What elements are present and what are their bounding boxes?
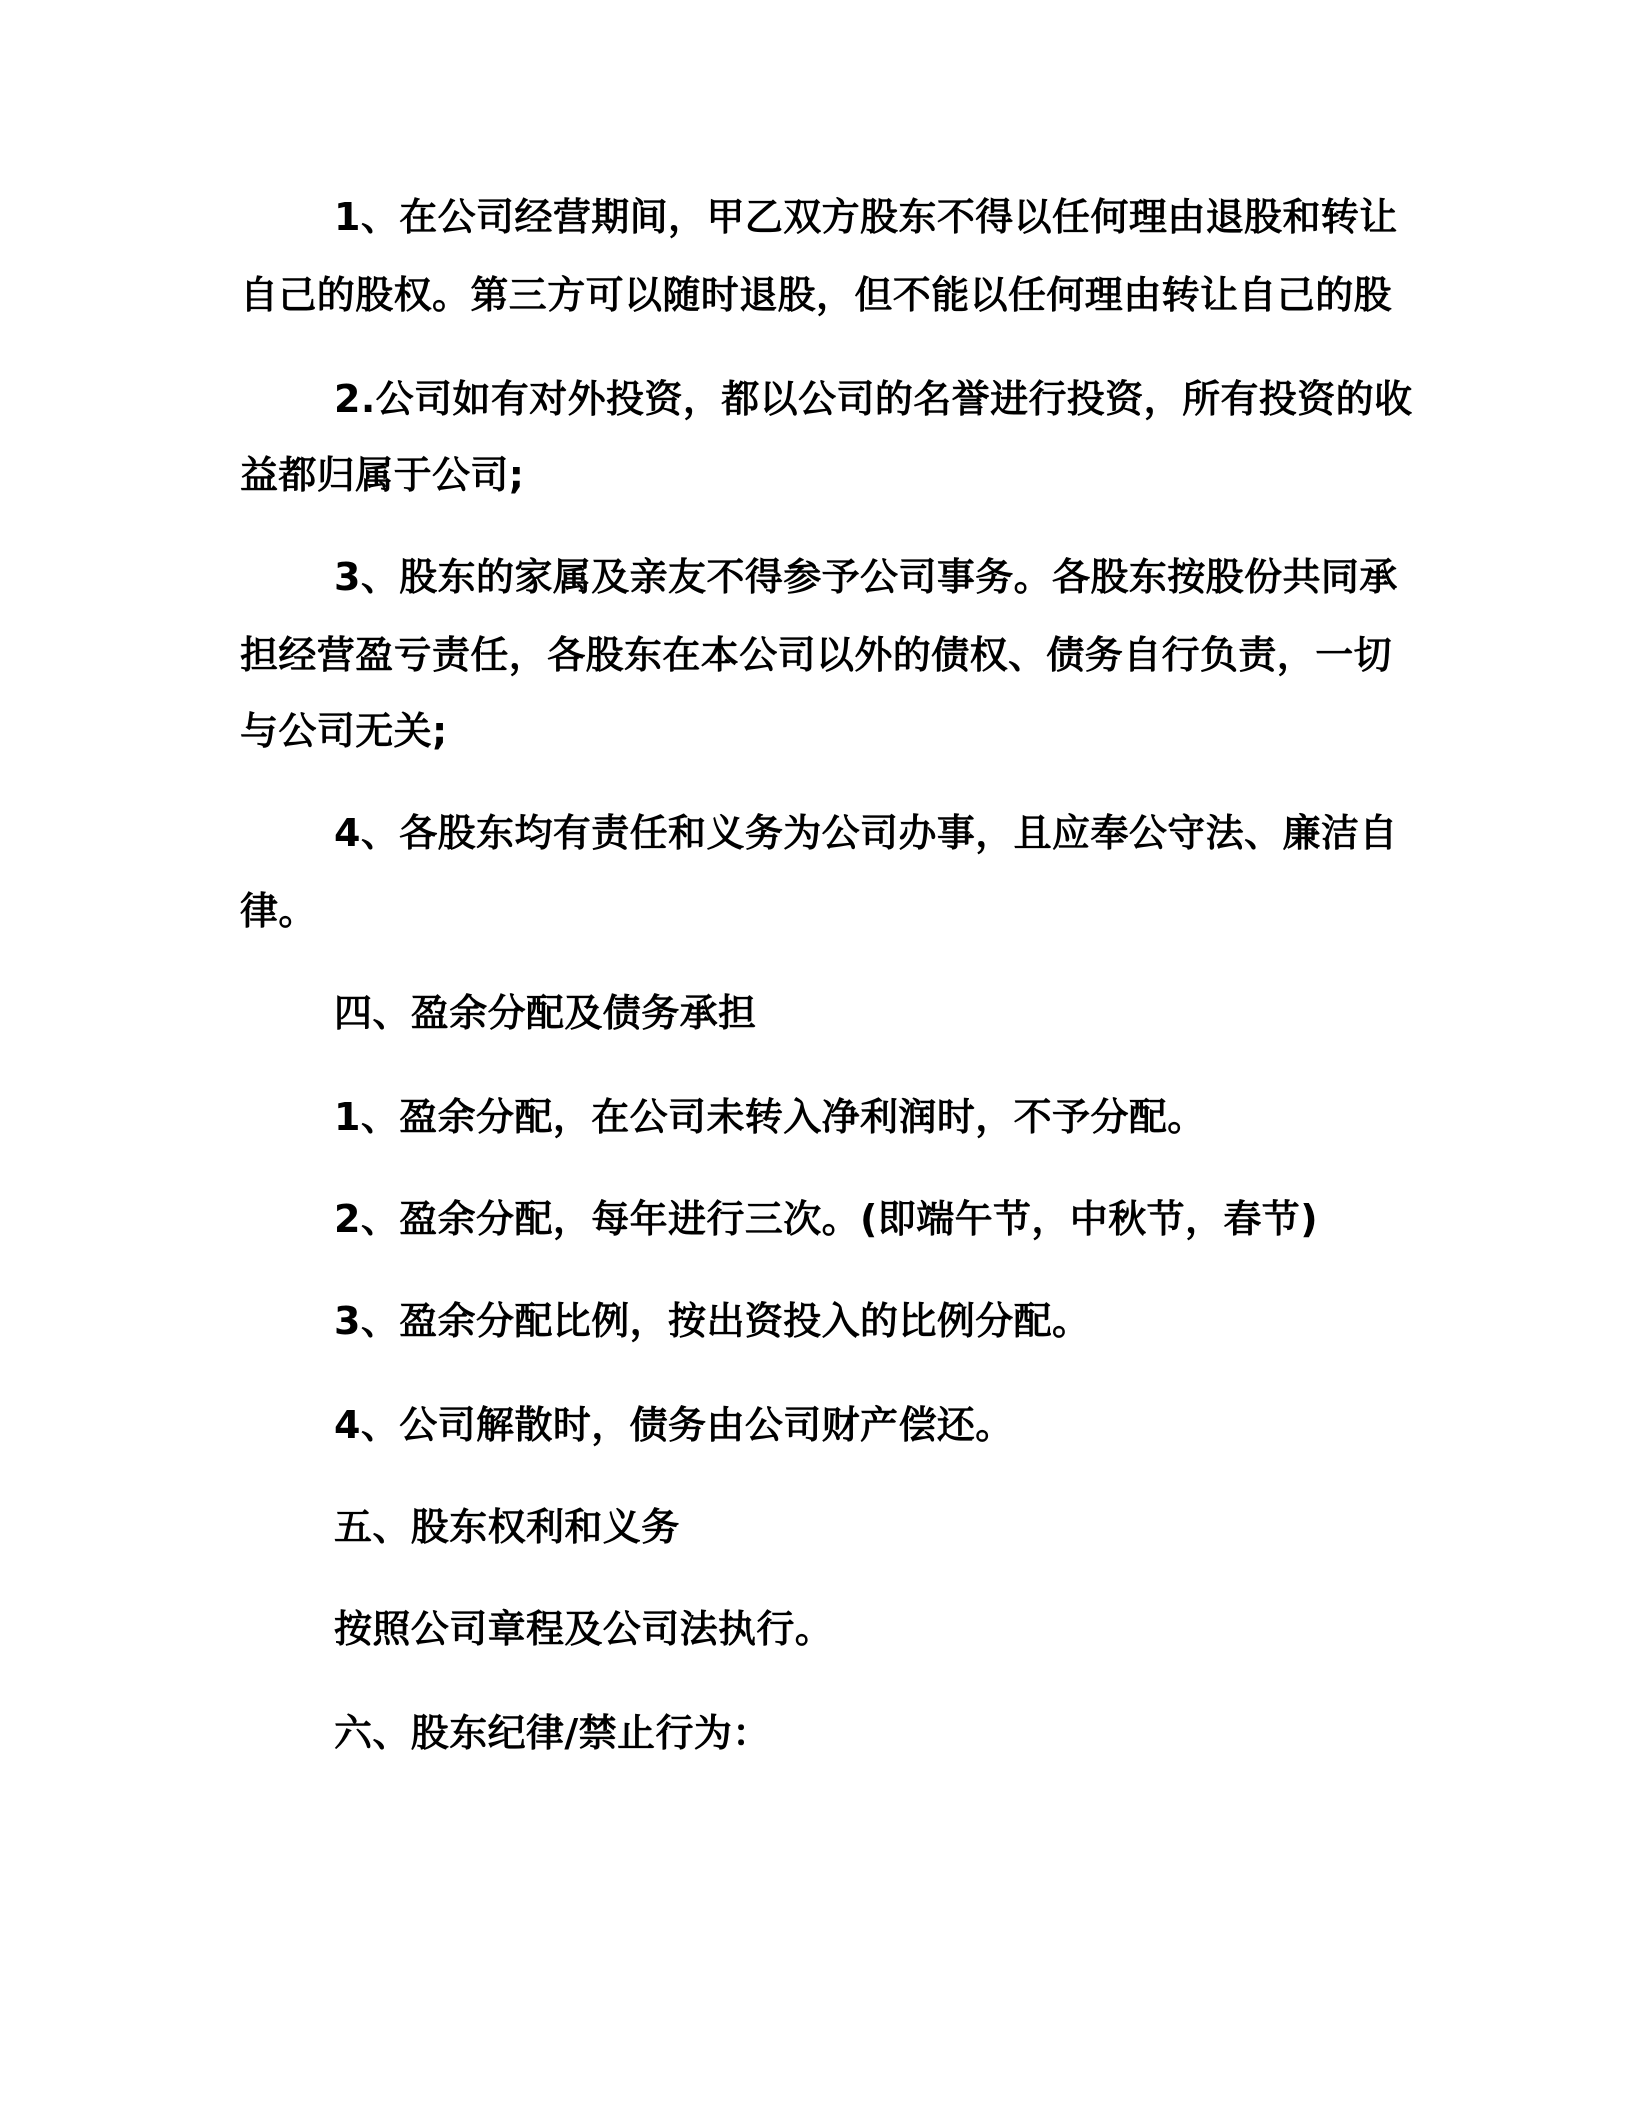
paragraph-line: 自己的股权。第三方可以随时退股，但不能以任何理由转让自己的股 [240, 273, 1393, 317]
list-item: 3、盈余分配比例，按出资投入的比例分配。 [334, 1299, 1091, 1343]
paragraph-line: 与公司无关; [240, 709, 448, 753]
paragraph-line: 1、在公司经营期间，甲乙双方股东不得以任何理由退股和转让 [334, 195, 1398, 239]
paragraph-line: 律。 [240, 889, 317, 933]
list-item: 2、盈余分配，每年进行三次。(即端午节，中秋节，春节) [334, 1197, 1318, 1241]
paragraph-line: 3、股东的家属及亲友不得参予公司事务。各股东按股份共同承 [334, 555, 1398, 599]
section-heading: 五、股东权利和义务 [334, 1505, 680, 1549]
list-item: 1、盈余分配，在公司未转入净利润时，不予分配。 [334, 1095, 1206, 1139]
paragraph-line: 按照公司章程及公司法执行。 [334, 1607, 834, 1651]
list-item: 4、公司解散时，债务由公司财产偿还。 [334, 1403, 1014, 1447]
paragraph-line: 益都归属于公司; [240, 453, 525, 497]
paragraph-line: 2.公司如有对外投资，都以公司的名誉进行投资，所有投资的收 [334, 377, 1413, 421]
paragraph-line: 担经营盈亏责任，各股东在本公司以外的债权、债务自行负责，一切 [240, 633, 1393, 677]
paragraph-line: 4、各股东均有责任和义务为公司办事，且应奉公守法、廉洁自 [334, 811, 1398, 855]
section-heading: 六、股东纪律/禁止行为： [334, 1711, 771, 1755]
section-heading: 四、盈余分配及债务承担 [334, 991, 757, 1035]
